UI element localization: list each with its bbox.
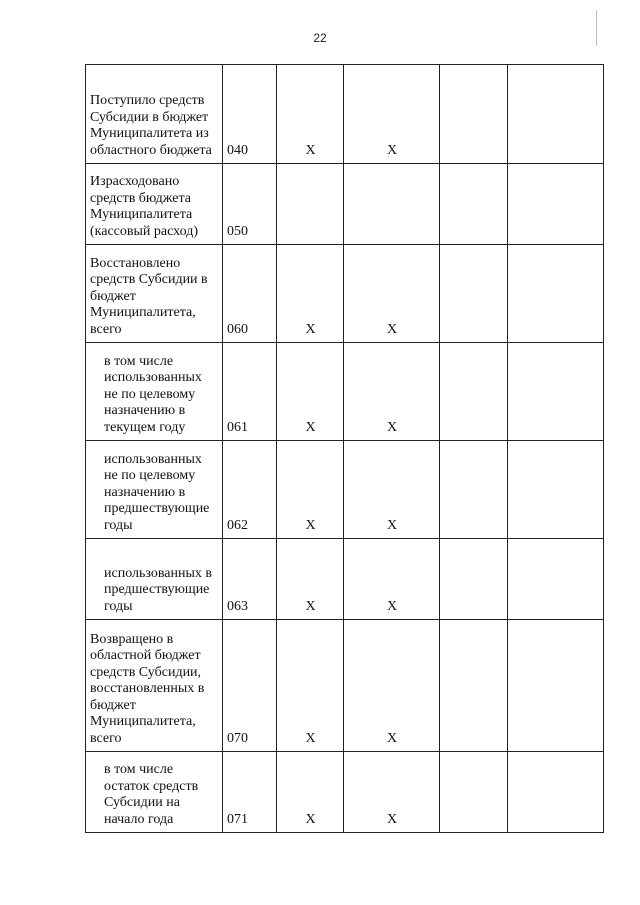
table-row-070 [86,620,604,752]
row-cell [440,65,508,164]
row-code: 061 [223,343,277,441]
row-description: Восстановлено средств Субсидии в бюджет Муниципалитета, всего [86,245,223,343]
row-cell: X [277,539,344,620]
table-row-071 [86,752,604,833]
row-cell [440,539,508,620]
row-cell: X [344,620,440,752]
row-code: 063 [223,539,277,620]
row-description: использованных не по целевому назначению в предшествующие годы [86,441,223,539]
row-cell: X [344,441,440,539]
row-cell [508,539,604,620]
row-cell [508,245,604,343]
table-row-061 [86,343,604,441]
row-code: 071 [223,752,277,833]
row-cell [440,245,508,343]
row-description: в том числе остаток средств Субсидии на начало года [86,752,223,833]
row-cell: X [344,752,440,833]
table-row-063 [86,539,604,620]
row-cell [508,620,604,752]
row-cell [344,164,440,245]
row-description: использованных в предшествующие годы [86,539,223,620]
row-cell [508,164,604,245]
row-cell [508,343,604,441]
row-cell: X [344,343,440,441]
table-row-060 [86,245,604,343]
page-number: 22 [313,31,327,45]
row-cell [277,164,344,245]
row-cell [440,441,508,539]
row-cell: X [344,539,440,620]
row-cell: X [277,343,344,441]
row-code: 050 [223,164,277,245]
row-cell [508,65,604,164]
row-cell: X [344,65,440,164]
row-cell [508,752,604,833]
row-description: в том числе использованных не по целевому назначению в текущем году [86,343,223,441]
row-cell: X [277,65,344,164]
table-row-062 [86,441,604,539]
row-cell: X [277,752,344,833]
row-cell: X [277,245,344,343]
row-cell [440,164,508,245]
row-cell [440,752,508,833]
row-code: 060 [223,245,277,343]
row-code: 040 [223,65,277,164]
row-cell [508,441,604,539]
row-description: Поступило средств Субсидии в бюджет Муниципалитета из областного бюджета [86,65,223,164]
table-row-050 [86,164,604,245]
row-cell [440,343,508,441]
row-code: 062 [223,441,277,539]
row-cell [440,620,508,752]
scan-edge-mark [596,10,597,46]
report-table [85,64,604,833]
row-cell: X [277,441,344,539]
row-code: 070 [223,620,277,752]
row-cell: X [344,245,440,343]
row-description: Возвращено в областной бюджет средств Субсидии, восстановленных в бюджет Муниципалитета, всего [86,620,223,752]
row-cell: X [277,620,344,752]
table-row-040 [86,65,604,164]
row-description: Израсходовано средств бюджета Муниципалитета (кассовый расход) [86,164,223,245]
